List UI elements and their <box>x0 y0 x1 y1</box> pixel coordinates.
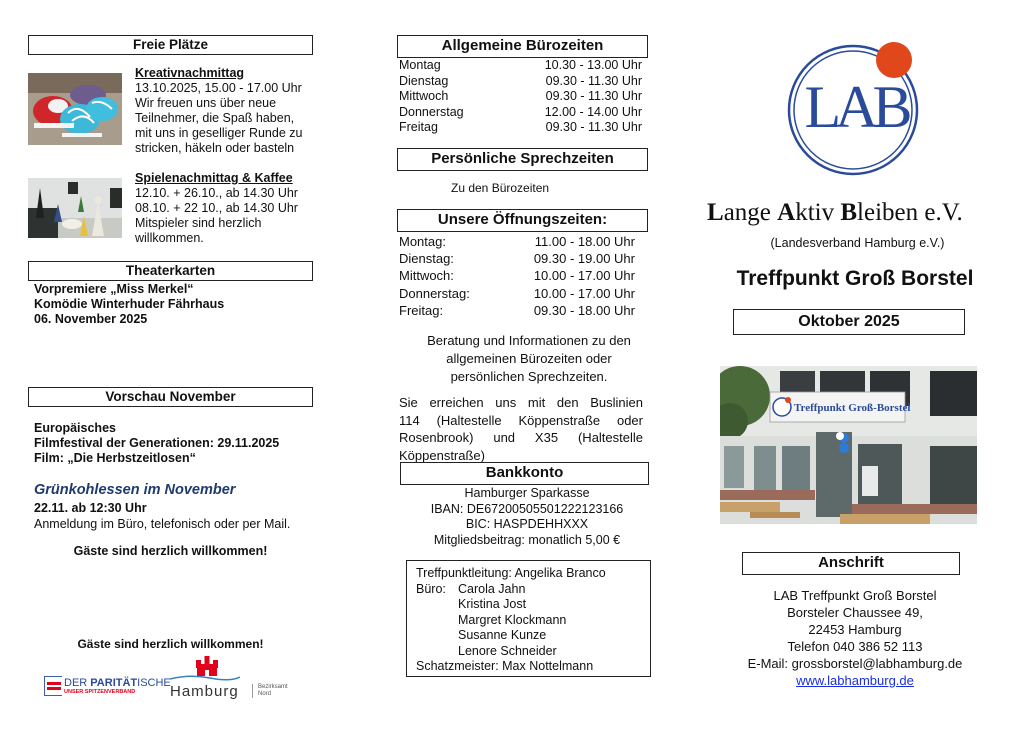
anschrift-heading: Anschrift <box>742 552 960 575</box>
hamburg-castle-icon <box>194 656 220 676</box>
bankkonto-heading: Bankkonto <box>400 462 649 485</box>
org-name <box>707 198 1007 228</box>
address-line: Telefon 040 386 52 113 <box>787 639 923 654</box>
page-title: Treffpunkt Groß Borstel <box>736 267 974 290</box>
buerozeiten-table <box>399 58 642 136</box>
spiele-line: 08.10. + 22 10., ab 14.30 Uhr <box>135 201 298 215</box>
vorschau-welcome: Gäste sind herzlich willkommen! <box>73 544 268 558</box>
oeffnungszeiten-row <box>399 267 635 284</box>
bank-line: BIC: HASPDEHHXXX <box>465 517 589 531</box>
kreativ-line: Wir freuen uns über neue <box>135 96 277 110</box>
lab-logo-letters: LAB <box>804 74 907 140</box>
day: Mittwoch <box>399 89 449 103</box>
org-name-part: ange <box>723 199 778 226</box>
time: 09.30 - 11.30 Uhr <box>545 89 642 103</box>
team-name: Margret Klockmann <box>458 612 567 627</box>
day: Freitag <box>399 120 438 134</box>
org-name-part: leiben e.V. <box>857 199 963 226</box>
paritaetische-bar-icon <box>47 687 61 690</box>
paritaetische-part: DER <box>64 677 91 689</box>
bankkonto-text <box>397 486 657 548</box>
theater-line: Komödie Winterhuder Fährhaus <box>34 297 225 311</box>
gruenkohl-title: Grünkohlessen im November <box>34 482 236 498</box>
bank-line: Hamburger Sparkasse <box>464 486 590 500</box>
film-line: Europäisches <box>34 421 116 435</box>
oeffnungszeiten-heading: Unsere Öffnungszeiten: <box>397 209 648 232</box>
time: 09.30 - 18.00 Uhr <box>533 302 635 318</box>
bus-line: Rosenbrook) und X35 (Haltestelle <box>399 430 643 445</box>
time: 09.30 - 19.00 Uhr <box>533 251 635 267</box>
kreativ-event <box>135 66 325 156</box>
kreativ-line: 13.10.2025, 15.00 - 17.00 Uhr <box>135 81 302 95</box>
spiele-line: Mitspieler sind herzlich <box>135 216 262 230</box>
oeffnungszeiten-row <box>399 233 635 250</box>
anschrift-text <box>720 587 990 689</box>
team-name: Kristina Jost <box>458 597 527 611</box>
month-box: Oktober 2025 <box>733 309 965 335</box>
hamburg-divider <box>252 684 253 698</box>
bus-line: Köppenstraße) <box>399 447 485 463</box>
buerozeiten-row <box>399 58 642 74</box>
bus-text <box>399 394 643 464</box>
theater-line: 06. November 2025 <box>34 312 148 326</box>
paritaetische-part: PARITÄT <box>90 677 138 689</box>
knitted-baby-shoes-photo <box>28 73 122 145</box>
org-name-part: L <box>707 199 724 226</box>
team-buero <box>416 582 650 660</box>
buerozeiten-row <box>399 74 642 90</box>
landesverband: (Landesverband Hamburg e.V.) <box>770 236 945 250</box>
hamburg-word: Hamburg <box>170 683 239 700</box>
time: 11.00 - 18.00 Uhr <box>534 234 635 249</box>
paritaetische-frame-icon <box>44 676 62 696</box>
spiele-title: Spielenachmittag & Kaffee <box>135 171 293 185</box>
buerozeiten-row <box>399 89 642 105</box>
team-schatzmeister: Schatzmeister: Max Nottelmann <box>416 659 594 673</box>
paritaetische-slogan: UNSER SPITZENVERBAND <box>64 689 136 695</box>
storefront-photo <box>720 366 977 524</box>
sprechzeiten-heading: Persönliche Sprechzeiten <box>397 148 648 171</box>
board-game-pieces-photo <box>28 178 122 238</box>
bezirksamt-line: Bezirksamt <box>258 684 288 690</box>
theaterkarten-heading: Theaterkarten <box>28 261 313 281</box>
gruenkohl-note: Anmeldung im Büro, telefonisch oder per Mail. <box>34 517 291 531</box>
day: Dienstag: <box>399 251 454 267</box>
team-box <box>406 560 651 677</box>
team-buero-label: Büro: <box>416 581 446 596</box>
bus-line: Sie erreichen uns mit den Buslinien <box>399 395 643 410</box>
team-name: Susanne Kunze <box>458 628 547 642</box>
sprechzeiten-text: Zu den Bürozeiten <box>451 181 550 195</box>
film-line: Filmfestival der Generationen: 29.11.2025 <box>34 436 280 450</box>
day: Donnerstag <box>399 104 464 119</box>
spiele-line: 12.10. + 26.10., ab 14.30 Uhr <box>135 186 298 200</box>
kreativ-line: Teilnehmer, die Spaß haben, <box>135 111 295 125</box>
paritaetische-logo <box>44 676 171 698</box>
address-line: E-Mail: grossborstel@labhamburg.de <box>747 656 963 671</box>
buerozeiten-row <box>399 105 642 121</box>
spiele-line: willkommen. <box>135 231 204 245</box>
theaterkarten-text <box>34 282 314 327</box>
paritaetische-name <box>64 677 171 689</box>
day: Montag: <box>399 234 446 249</box>
oeffnungszeiten-row <box>399 285 635 302</box>
oeffnungszeiten-row <box>399 302 635 319</box>
time: 09.30 - 11.30 Uhr <box>545 120 642 134</box>
team-name: Lenore Schneider <box>458 643 557 658</box>
time: 09.30 - 11.30 Uhr <box>545 73 642 88</box>
beratung-line: Beratung und Informationen zu den <box>427 333 631 348</box>
team-name: Carola Jahn <box>458 581 526 596</box>
hamburg-wave-icon <box>170 674 240 682</box>
paritaetische-part: ISCHE <box>137 677 171 689</box>
hamburg-logo <box>170 656 310 702</box>
paritaetische-bar-icon <box>47 682 61 685</box>
spiele-event <box>135 171 325 246</box>
oeffnungszeiten-table <box>399 233 635 319</box>
oeffnungszeiten-row <box>399 250 635 267</box>
bank-line: IBAN: DE67200505501222123166 <box>430 501 624 516</box>
team-leitung: Treffpunktleitung: Angelika Branco <box>416 566 606 580</box>
storefront-sign-text: Treffpunkt Groß-Borstel <box>794 402 911 414</box>
day: Mittwoch: <box>399 268 454 284</box>
bezirksamt-line: Nord <box>258 691 272 697</box>
film-line: Film: „Die Herbstzeitlosen“ <box>34 451 196 465</box>
day: Freitag: <box>399 302 444 318</box>
bus-line: 114 (Haltestelle Köppenstraße oder <box>399 412 643 428</box>
beratung-line: allgemeinen Bürozeiten oder <box>446 351 612 366</box>
gruenkohl-time: 22.11. ab 12:30 Uhr <box>34 501 147 515</box>
kreativ-title: Kreativnachmittag <box>135 66 245 80</box>
beratung-line: persönlichen Sprechzeiten. <box>450 369 608 384</box>
org-name-part: B <box>840 199 858 226</box>
kreativ-line: stricken, häkeln oder basteln <box>135 141 295 155</box>
theater-line: Vorpremiere „Miss Merkel“ <box>34 282 194 296</box>
time: 10.00 - 17.00 Uhr <box>533 285 635 301</box>
team-buero-names <box>458 582 566 660</box>
time: 12.00 - 14.00 Uhr <box>544 104 642 119</box>
address-line: LAB Treffpunkt Groß Borstel <box>773 588 937 603</box>
day: Dienstag <box>399 73 449 88</box>
time: 10.00 - 17.00 Uhr <box>533 268 635 284</box>
org-name-part: A <box>777 199 796 226</box>
time: 10.30 - 13.00 Uhr <box>544 58 642 72</box>
day: Donnerstag: <box>399 285 470 301</box>
org-name-part: ktiv <box>795 199 841 226</box>
address-line: 22453 Hamburg <box>808 622 902 637</box>
buerozeiten-heading: Allgemeine Bürozeiten <box>397 35 648 58</box>
website-link[interactable]: www.labhamburg.de <box>796 673 914 688</box>
lab-logo <box>784 38 919 178</box>
kreativ-line: mit uns in geselliger Runde zu <box>135 126 303 140</box>
beratung-text <box>397 332 661 386</box>
buerozeiten-row <box>399 120 642 136</box>
footer-welcome: Gäste sind herzlich willkommen! <box>77 637 264 651</box>
address-line: Borsteler Chaussee 49, <box>787 605 923 620</box>
day: Montag <box>399 58 441 72</box>
freie-plaetze-heading: Freie Plätze <box>28 35 313 55</box>
vorschau-heading: Vorschau November <box>28 387 313 407</box>
bank-line: Mitgliedsbeitrag: monatlich 5,00 € <box>433 532 621 547</box>
film-festival-text <box>34 421 324 466</box>
